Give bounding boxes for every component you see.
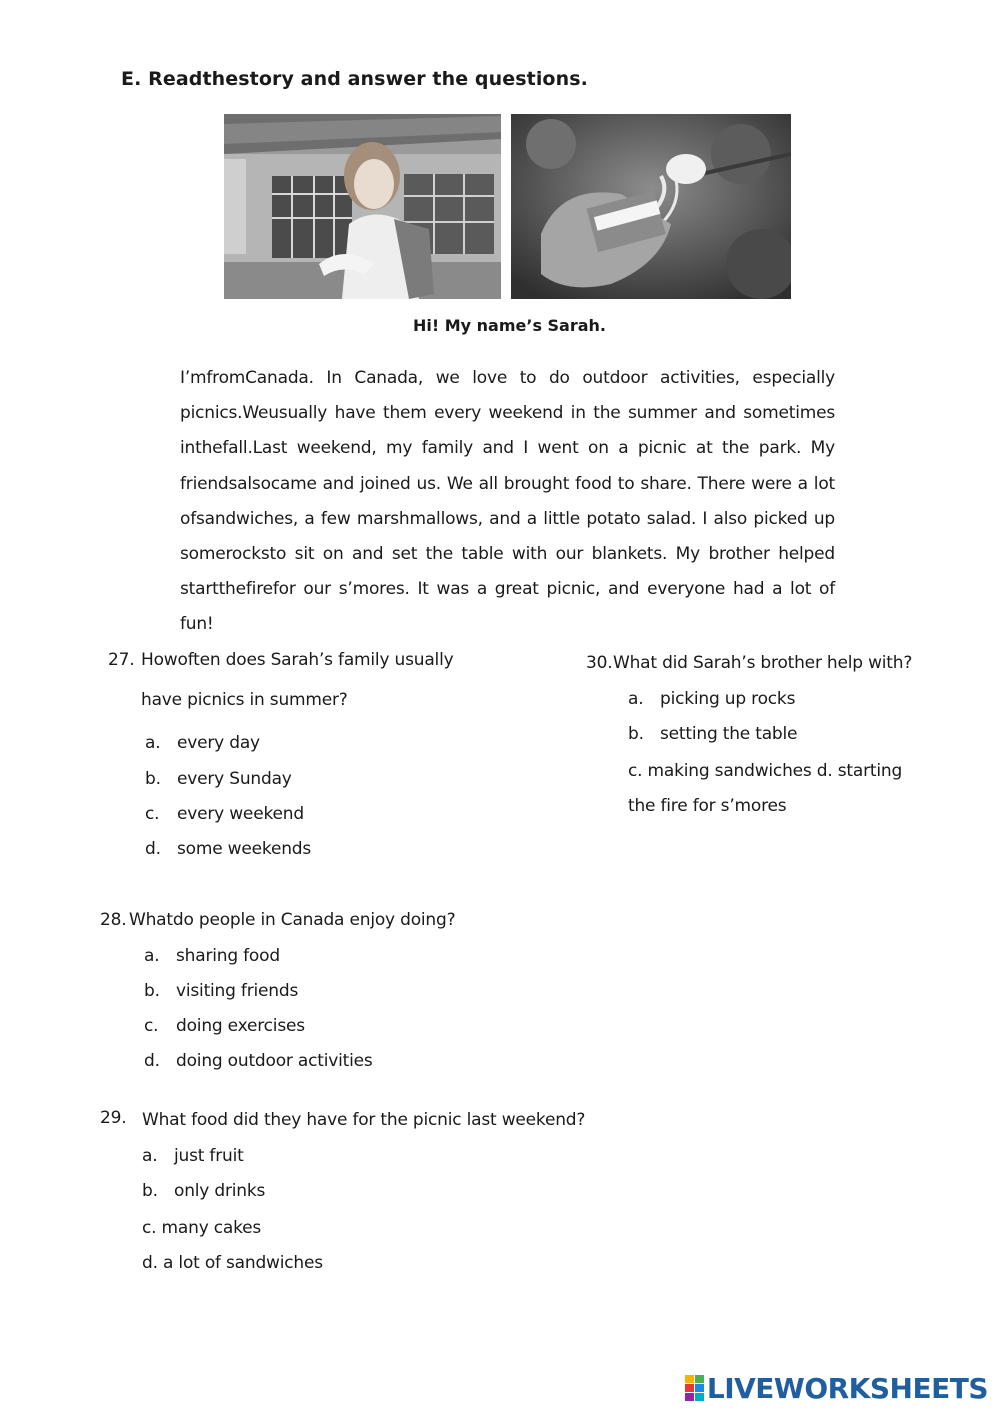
story-subtitle: Hi! My name’s Sarah. — [412, 316, 607, 335]
story-paragraph: I’mfromCanada. In Canada, we love to do outdoor activities, especially picnics.Weusually have them every weekend in the summer and sometimes inthefall.Last weekend, my family and I went on a picnic at the park. My friendsalsocame and joined us. We all brought food to share. There were a lot ofsandwiches, a few marshmallows, and a little potato salad. I also picked up somerocksto sit on and set the table with our blankets. My brother helped startthefirefor our s’mores. It was a great picnic, and everyone had a lot of fun! — [180, 368, 835, 635]
girl-with-backpack-photo-icon — [224, 114, 501, 299]
option-text: doing exercises — [176, 1016, 305, 1036]
option-letter: b. — [145, 769, 161, 789]
q29-option-c[interactable]: c. many cakes — [142, 1218, 262, 1238]
question-30-text: What did Sarah’s brother help with? — [613, 653, 913, 673]
option-letter: c. — [144, 1016, 159, 1036]
option-text: sharing food — [176, 946, 280, 966]
q28-option-a[interactable] — [144, 946, 280, 966]
q30-option-b[interactable] — [628, 724, 797, 744]
q28-option-b[interactable] — [144, 981, 298, 1001]
option-letter: d. — [145, 839, 161, 859]
option-text: setting the table — [660, 724, 798, 744]
q27-option-d[interactable] — [145, 839, 311, 859]
question-27-text-line1: Howoften does Sarah’s family usually — [141, 650, 454, 670]
option-letter: a. — [145, 733, 161, 753]
question-29-text: What food did they have for the picnic last weekend? — [142, 1110, 586, 1130]
q29-option-d[interactable]: d. a lot of sandwiches — [142, 1253, 323, 1273]
question-28-number: 28. — [100, 910, 127, 930]
section-heading: E. Readthestory and answer the questions. — [121, 68, 588, 90]
option-letter: a. — [628, 689, 644, 709]
option-letter: b. — [144, 981, 160, 1001]
q28-option-d[interactable] — [144, 1051, 373, 1071]
option-letter: b. — [142, 1181, 158, 1201]
q27-option-a[interactable] — [145, 733, 260, 753]
option-text: every Sunday — [177, 769, 292, 789]
q29-option-a[interactable] — [142, 1146, 244, 1166]
option-text: visiting friends — [176, 981, 299, 1001]
option-text: some weekends — [177, 839, 312, 859]
smores-marshmallow-photo-icon — [511, 114, 791, 299]
option-text: every weekend — [177, 804, 304, 824]
option-text: just fruit — [174, 1146, 244, 1166]
liveworksheets-logo-icon — [685, 1375, 703, 1401]
q27-option-b[interactable] — [145, 769, 292, 789]
option-letter: d. — [144, 1051, 160, 1071]
question-29-number: 29. — [100, 1108, 127, 1128]
q27-option-c[interactable] — [145, 804, 304, 824]
logo-text: LIVEWORKSHEETS — [706, 1371, 988, 1405]
option-letter: c. — [145, 804, 160, 824]
option-text: picking up rocks — [660, 689, 796, 709]
option-letter: b. — [628, 724, 644, 744]
q28-option-c[interactable] — [144, 1016, 305, 1036]
option-text: doing outdoor activities — [176, 1051, 373, 1071]
q29-option-b[interactable] — [142, 1181, 265, 1201]
question-27-number: 27. — [108, 650, 135, 670]
option-text: every day — [177, 733, 260, 753]
option-letter: a. — [142, 1146, 158, 1166]
q30-option-cd-line1[interactable]: c. making sandwiches d. starting — [628, 761, 903, 781]
option-text: only drinks — [174, 1181, 266, 1201]
question-30-number: 30. — [586, 653, 613, 673]
liveworksheets-logo[interactable] — [685, 1370, 988, 1406]
q30-option-cd-line2[interactable]: the fire for s’mores — [628, 796, 787, 816]
q30-option-a[interactable] — [628, 689, 795, 709]
question-27-text-line2: have picnics in summer? — [141, 690, 348, 710]
option-letter: a. — [144, 946, 160, 966]
question-28-text: Whatdo people in Canada enjoy doing? — [129, 910, 456, 930]
